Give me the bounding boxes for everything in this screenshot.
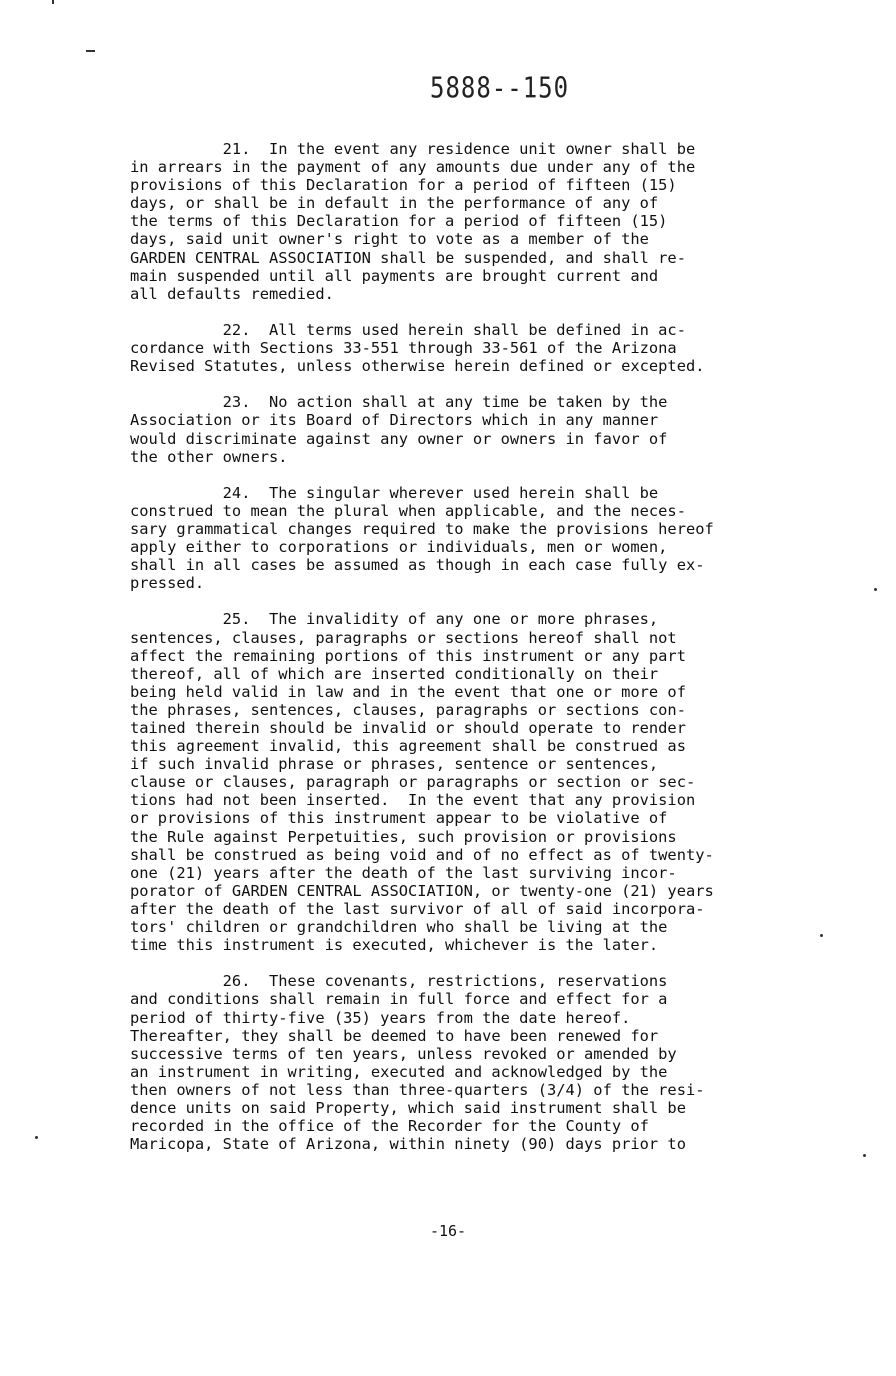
paragraph-line: this agreement invalid, this agreement shall be construed as (130, 737, 686, 756)
paragraph-line: construed to mean the plural when applicable, and the neces- (130, 501, 686, 520)
paragraph-line: after the death of the last survivor of all of said incorpora- (130, 899, 705, 918)
scan-speck (874, 588, 877, 591)
paragraph-line: days, or shall be in default in the performance of any of (130, 194, 659, 213)
paragraph-line: the terms of this Declaration for a period of fifteen (15) (130, 212, 668, 231)
paragraph-line: 24. The singular wherever used herein shall be (130, 483, 659, 502)
paragraph-line: in arrears in the payment of any amounts due under any of the (130, 158, 696, 177)
paragraph-23 (130, 393, 830, 465)
paragraph-line: all defaults remedied. (130, 284, 334, 303)
paragraph-22 (130, 321, 830, 375)
paragraph-line: shall be construed as being void and of no effect as of twenty- (130, 845, 714, 864)
paragraph-line: and conditions shall remain in full force and effect for a (130, 990, 668, 1009)
paragraph-line: Association or its Board of Directors which in any manner (130, 411, 659, 430)
paragraph-line: 21. In the event any residence unit owner shall be (130, 140, 696, 158)
scan-mark-top (52, 0, 54, 4)
paragraph-line: being held valid in law and in the event that one or more of (130, 682, 686, 701)
paragraph-line: 25. The invalidity of any one or more phrases, (130, 610, 659, 629)
paragraph-line: an instrument in writing, executed and acknowledged by the (130, 1062, 668, 1081)
paragraph-line: affect the remaining portions of this instrument or any part (130, 646, 686, 665)
paragraph-line: cordance with Sections 33-551 through 33-561 of the Arizona (130, 339, 677, 358)
paragraph-line: tions had not been inserted. In the event that any provision (130, 791, 696, 810)
paragraph-line: 23. No action shall at any time be taken by the (130, 393, 668, 412)
paragraph-24 (130, 484, 830, 593)
page-number: -16- (429, 1222, 467, 1240)
paragraph-21 (130, 140, 830, 303)
paragraph-line: apply either to corporations or individuals, men or women, (130, 538, 668, 557)
paragraph-line: or provisions of this instrument appear to be violative of (130, 809, 668, 828)
paragraph-line: recorded in the office of the Recorder for the County of (130, 1117, 649, 1136)
paragraph-line: then owners of not less than three-quarters (3/4) of the resi- (130, 1080, 705, 1099)
paragraph-line: pressed. (130, 574, 205, 593)
paragraph-line: if such invalid phrase or phrases, sentence or sentences, (130, 755, 659, 774)
paragraph-line: would discriminate against any owner or owners in favor of (130, 429, 668, 448)
paragraph-line: tained therein should be invalid or should operate to render (130, 719, 686, 737)
document-body (130, 140, 830, 1171)
paragraph-line: GARDEN CENTRAL ASSOCIATION shall be suspended, and shall re- (130, 248, 686, 267)
paragraph-line: provisions of this Declaration for a period of fifteen (15) (130, 176, 677, 195)
paragraph-line: thereof, all of which are inserted conditionally on their (130, 664, 659, 683)
paragraph-line: time this instrument is executed, whichever is the later. (130, 936, 659, 955)
paragraph-line: tors' children or grandchildren who shall be living at the (130, 918, 668, 937)
paragraph-line: 26. These covenants, restrictions, reservations (130, 972, 668, 991)
scan-speck (863, 1154, 866, 1157)
paragraph-line: shall in all cases be assumed as though in each case fully ex- (130, 556, 705, 575)
scan-speck (35, 1136, 38, 1139)
paragraph-line: the phrases, sentences, clauses, paragraphs or sections con- (130, 700, 686, 719)
paragraph-line: the other owners. (130, 447, 288, 466)
paragraph-line: Revised Statutes, unless otherwise herein defined or excepted. (130, 357, 705, 376)
paragraph-line: sary grammatical changes required to make the provisions hereof (130, 519, 714, 538)
paragraph-line: 22. All terms used herein shall be defined in ac- (130, 320, 686, 339)
paragraph-line: main suspended until all payments are brought current and (130, 266, 659, 285)
paragraph-line: porator of GARDEN CENTRAL ASSOCIATION, or twenty-one (21) years (130, 881, 714, 900)
paragraph-line: successive terms of ten years, unless revoked or amended by (130, 1044, 677, 1063)
paragraph-line: Maricopa, State of Arizona, within ninety (90) days prior to (130, 1135, 686, 1154)
recording-stamp: 5888--150 (430, 71, 570, 105)
paragraph-line: clause or clauses, paragraph or paragraphs or section or sec- (130, 773, 696, 792)
paragraph-26 (130, 972, 830, 1153)
paragraph-line: the Rule against Perpetuities, such provision or provisions (130, 827, 677, 846)
paragraph-line: days, said unit owner's right to vote as a member of the (130, 230, 649, 249)
paragraph-line: sentences, clauses, paragraphs or sections hereof shall not (130, 628, 677, 647)
paragraph-line: one (21) years after the death of the last surviving incor- (130, 863, 677, 882)
paragraph-25 (130, 610, 830, 954)
scan-mark-dash (86, 50, 95, 52)
paragraph-line: period of thirty-five (35) years from the date hereof. (130, 1008, 631, 1027)
paragraph-line: dence units on said Property, which said instrument shall be (130, 1098, 686, 1117)
paragraph-line: Thereafter, they shall be deemed to have been renewed for (130, 1026, 659, 1045)
